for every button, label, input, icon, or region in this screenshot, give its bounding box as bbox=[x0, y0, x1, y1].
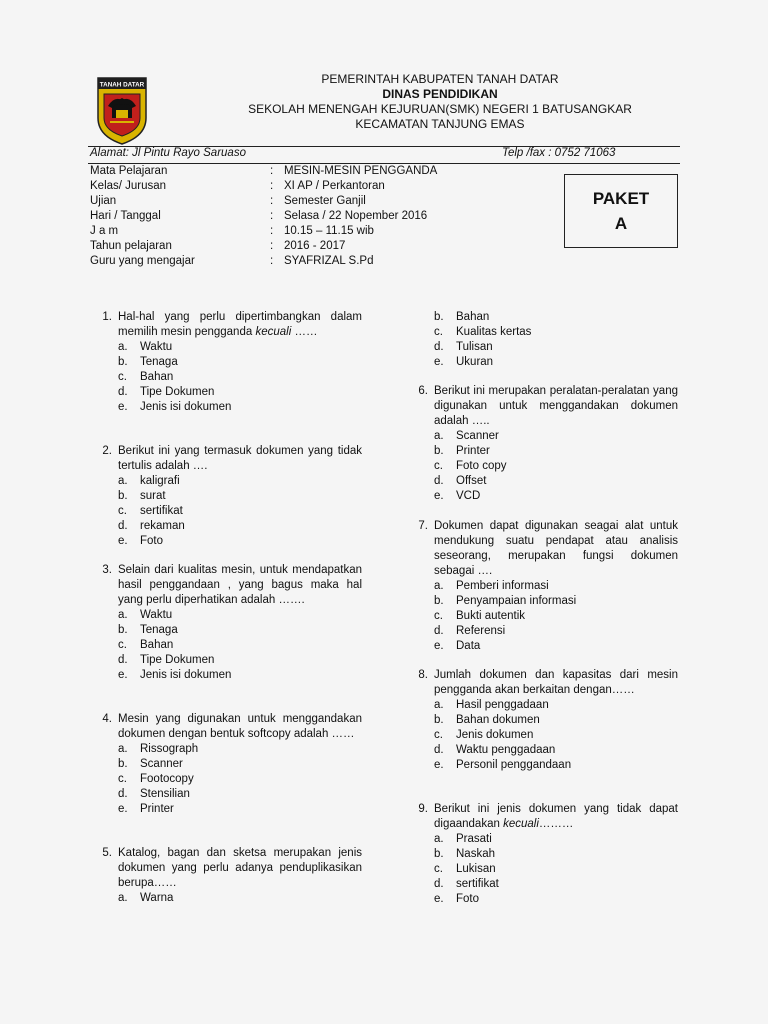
question-number: 5. bbox=[102, 847, 112, 859]
question-text-main: Dokumen dapat digunakan seagai alat untuk mendukung suatu pendapat atau analisis seseorang, merupakan fungsi dokumen sebagai …. bbox=[434, 520, 678, 577]
answer-option bbox=[410, 340, 678, 355]
question-stem bbox=[94, 846, 362, 891]
question-text-main: Jumlah dokumen dan kapasitas dari mesin pengganda akan berkaitan dengan…… bbox=[434, 669, 678, 696]
logo-text: TANAH DATAR bbox=[99, 81, 145, 89]
option-letter: b. bbox=[434, 848, 444, 860]
answer-option bbox=[410, 594, 678, 609]
option-letter: a. bbox=[118, 609, 128, 621]
info-value: Semester Ganjil bbox=[284, 195, 366, 207]
option-text: VCD bbox=[456, 490, 481, 502]
option-letter: b. bbox=[434, 445, 444, 457]
question-number: 6. bbox=[418, 385, 428, 397]
question-3 bbox=[94, 563, 362, 683]
option-text: Scanner bbox=[140, 758, 183, 770]
option-letter: e. bbox=[434, 356, 444, 368]
question-text bbox=[118, 846, 362, 891]
option-text: Bahan bbox=[140, 639, 174, 651]
option-letter: c. bbox=[434, 729, 443, 741]
option-letter: b. bbox=[118, 624, 128, 636]
info-row bbox=[90, 224, 437, 239]
question-number: 3. bbox=[102, 564, 112, 576]
question-6 bbox=[410, 384, 678, 504]
answer-option bbox=[94, 787, 362, 802]
option-text: Naskah bbox=[456, 848, 495, 860]
option-letter: d. bbox=[118, 788, 128, 800]
answer-option bbox=[94, 534, 362, 549]
question-text bbox=[434, 802, 678, 832]
option-letter: d. bbox=[434, 625, 444, 637]
question-stem bbox=[410, 519, 678, 579]
question-4 bbox=[94, 712, 362, 817]
answer-option bbox=[410, 713, 678, 728]
option-letter: c. bbox=[118, 773, 127, 785]
info-value: 10.15 – 11.15 wib bbox=[284, 225, 374, 237]
info-colon: : bbox=[270, 165, 274, 177]
option-text: Stensilian bbox=[140, 788, 190, 800]
option-text: Scanner bbox=[456, 430, 499, 442]
info-label: Hari / Tanggal bbox=[90, 210, 161, 222]
answer-option bbox=[94, 474, 362, 489]
option-text: Jenis dokumen bbox=[456, 729, 534, 741]
option-text: Prasati bbox=[456, 833, 492, 845]
question-text-tail: ……… bbox=[538, 818, 574, 830]
answer-option bbox=[410, 862, 678, 877]
option-text: Footocopy bbox=[140, 773, 194, 785]
option-letter: b. bbox=[118, 758, 128, 770]
answer-option bbox=[94, 385, 362, 400]
option-letter: e. bbox=[434, 759, 444, 771]
option-text: kaligrafi bbox=[140, 475, 180, 487]
option-letter: b. bbox=[434, 595, 444, 607]
option-text: Ukuran bbox=[456, 356, 494, 368]
info-value: SYAFRIZAL S.Pd bbox=[284, 255, 374, 267]
option-letter: c. bbox=[434, 326, 443, 338]
option-text: Bahan bbox=[140, 371, 174, 383]
option-text: Tenaga bbox=[140, 624, 178, 636]
question-text-main: Berikut ini jenis dokumen yang tidak dapat digaandakan bbox=[434, 803, 678, 830]
option-text: surat bbox=[140, 490, 166, 502]
answer-option bbox=[94, 653, 362, 668]
answer-option bbox=[94, 891, 362, 906]
option-text: Offset bbox=[456, 475, 487, 487]
option-letter: a. bbox=[118, 475, 128, 487]
question-text-main: Mesin yang digunakan untuk menggandakan dokumen dengan bentuk softcopy adalah …… bbox=[118, 713, 362, 740]
option-text: Waktu penggadaan bbox=[456, 744, 556, 756]
question-text-main: Selain dari kualitas mesin, untuk mendapatkan hasil penggandaan , yang bagus maka hal yang perlu diperhatikan adalah ……. bbox=[118, 564, 362, 606]
answer-option bbox=[410, 758, 678, 773]
question-5-continued bbox=[410, 310, 678, 370]
option-letter: c. bbox=[434, 460, 443, 472]
question-number: 4. bbox=[102, 713, 112, 725]
info-row bbox=[90, 254, 437, 269]
question-number: 8. bbox=[418, 669, 428, 681]
question-text bbox=[118, 563, 362, 608]
option-letter: b. bbox=[118, 356, 128, 368]
info-label: Ujian bbox=[90, 195, 117, 207]
answer-option bbox=[410, 698, 678, 713]
answer-option bbox=[94, 504, 362, 519]
answer-option bbox=[94, 400, 362, 415]
option-text: Waktu bbox=[140, 341, 173, 353]
option-text: Printer bbox=[140, 803, 174, 815]
question-2 bbox=[94, 444, 362, 549]
option-letter: c. bbox=[434, 610, 443, 622]
answer-option bbox=[410, 609, 678, 624]
option-text: Tenaga bbox=[140, 356, 178, 368]
option-text: Foto bbox=[140, 535, 164, 547]
info-label: J a m bbox=[90, 225, 119, 237]
option-text: sertifikat bbox=[140, 505, 183, 517]
question-stem bbox=[94, 310, 362, 340]
option-text: sertifikat bbox=[456, 878, 499, 890]
option-letter: d. bbox=[434, 744, 444, 756]
question-stem bbox=[410, 384, 678, 429]
answer-option bbox=[410, 310, 678, 325]
question-text bbox=[118, 310, 362, 340]
question-number: 9. bbox=[418, 803, 428, 815]
info-row bbox=[90, 194, 437, 209]
info-colon: : bbox=[270, 240, 274, 252]
answer-option bbox=[410, 325, 678, 340]
answer-option bbox=[410, 832, 678, 847]
letterhead-department: DINAS PENDIDIKAN bbox=[382, 87, 498, 101]
option-letter: d. bbox=[118, 654, 128, 666]
answer-option bbox=[94, 608, 362, 623]
option-text: Lukisan bbox=[456, 863, 496, 875]
option-letter: e. bbox=[118, 535, 128, 547]
option-text: Data bbox=[456, 640, 481, 652]
option-letter: e. bbox=[434, 490, 444, 502]
option-text: Printer bbox=[456, 445, 490, 457]
school-address: Alamat: Jl Pintu Rayo Saruaso bbox=[90, 147, 246, 159]
answer-option bbox=[94, 668, 362, 683]
question-text-main: Berikut ini merupakan peralatan-peralatan yang digunakan untuk menggandakan dokumen adalah ….. bbox=[434, 385, 678, 427]
letterhead-district: KECAMATAN TANJUNG EMAS bbox=[355, 117, 525, 131]
question-text-main: Berikut ini yang termasuk dokumen yang tidak tertulis adalah …. bbox=[118, 445, 362, 472]
option-letter: a. bbox=[434, 699, 444, 711]
answer-option bbox=[410, 624, 678, 639]
answer-option bbox=[410, 743, 678, 758]
question-stem bbox=[94, 444, 362, 474]
question-9 bbox=[410, 802, 678, 907]
school-phone: Telp /fax : 0752 71063 bbox=[502, 147, 616, 159]
option-text: Jenis isi dokumen bbox=[140, 401, 232, 413]
answer-option bbox=[94, 489, 362, 504]
paket-box bbox=[564, 174, 678, 248]
question-number: 2. bbox=[102, 445, 112, 457]
question-text-main: Hal-hal yang perlu dipertimbangkan dalam memilih mesin pengganda bbox=[118, 311, 362, 338]
option-text: Referensi bbox=[456, 625, 506, 637]
option-text: Penyampaian informasi bbox=[456, 595, 577, 607]
answer-option bbox=[94, 772, 362, 787]
info-colon: : bbox=[270, 225, 274, 237]
option-letter: a. bbox=[118, 341, 128, 353]
option-text: Tipe Dokumen bbox=[140, 654, 215, 666]
answer-option bbox=[410, 892, 678, 907]
option-letter: e. bbox=[118, 669, 128, 681]
option-letter: a. bbox=[434, 430, 444, 442]
info-value: 2016 - 2017 bbox=[284, 240, 346, 252]
question-7 bbox=[410, 519, 678, 654]
question-text bbox=[434, 668, 678, 698]
option-letter: e. bbox=[118, 401, 128, 413]
answer-option bbox=[94, 757, 362, 772]
question-8 bbox=[410, 668, 678, 773]
option-letter: a. bbox=[434, 833, 444, 845]
question-emphasis: kecuali bbox=[503, 818, 539, 830]
option-letter: a. bbox=[118, 892, 128, 904]
option-text: Bahan dokumen bbox=[456, 714, 540, 726]
option-letter: d. bbox=[434, 878, 444, 890]
info-value: Selasa / 22 Nopember 2016 bbox=[284, 210, 428, 222]
info-value: MESIN-MESIN PENGGANDA bbox=[284, 165, 438, 177]
option-text: rekaman bbox=[140, 520, 185, 532]
option-letter: d. bbox=[118, 386, 128, 398]
answer-option bbox=[410, 489, 678, 504]
option-letter: c. bbox=[118, 371, 127, 383]
info-label: Kelas/ Jurusan bbox=[90, 180, 167, 192]
answer-option bbox=[410, 579, 678, 594]
question-text bbox=[434, 384, 678, 429]
info-label: Mata Pelajaran bbox=[90, 165, 168, 177]
info-label: Guru yang mengajar bbox=[90, 255, 195, 267]
info-row bbox=[90, 239, 437, 254]
option-text: Tipe Dokumen bbox=[140, 386, 215, 398]
info-colon: : bbox=[270, 180, 274, 192]
answer-option bbox=[94, 355, 362, 370]
answer-option bbox=[94, 623, 362, 638]
option-letter: c. bbox=[118, 639, 127, 651]
option-letter: d. bbox=[118, 520, 128, 532]
question-stem bbox=[94, 712, 362, 742]
option-letter: b. bbox=[118, 490, 128, 502]
question-text-tail: …… bbox=[291, 326, 318, 338]
option-text: Pemberi informasi bbox=[456, 580, 549, 592]
option-letter: d. bbox=[434, 475, 444, 487]
answer-option bbox=[94, 638, 362, 653]
answer-option bbox=[94, 519, 362, 534]
answer-option bbox=[410, 459, 678, 474]
question-emphasis: kecuali bbox=[255, 326, 292, 338]
question-number: 7. bbox=[418, 520, 428, 532]
letterhead-school: SEKOLAH MENENGAH KEJURUAN(SMK) NEGERI 1 BATUSANGKAR bbox=[248, 102, 632, 116]
option-text: Waktu bbox=[140, 609, 173, 621]
paket-label: PAKET bbox=[592, 189, 650, 208]
answer-option bbox=[410, 355, 678, 370]
info-row bbox=[90, 209, 437, 224]
answer-option bbox=[410, 474, 678, 489]
question-1 bbox=[94, 310, 362, 415]
question-stem bbox=[410, 668, 678, 698]
option-text: Bukti autentik bbox=[456, 610, 526, 622]
letterhead bbox=[160, 72, 720, 132]
option-letter: b. bbox=[434, 311, 444, 323]
option-letter: a. bbox=[434, 580, 444, 592]
option-text: Foto copy bbox=[456, 460, 507, 472]
option-text: Tulisan bbox=[456, 341, 493, 353]
answer-option bbox=[410, 444, 678, 459]
answer-option bbox=[410, 429, 678, 444]
answer-option bbox=[410, 639, 678, 654]
question-5 bbox=[94, 846, 362, 906]
question-text-main: Katalog, bagan dan sketsa merupakan jenis dokumen yang perlu adanya penduplikasikan berupa…… bbox=[118, 847, 362, 889]
question-text bbox=[118, 444, 362, 474]
info-row bbox=[90, 179, 437, 194]
exam-info bbox=[90, 164, 437, 269]
question-number: 1. bbox=[102, 311, 112, 323]
info-colon: : bbox=[270, 210, 274, 222]
option-letter: e. bbox=[434, 893, 444, 905]
info-colon: : bbox=[270, 255, 274, 267]
answer-option bbox=[94, 370, 362, 385]
answer-option bbox=[94, 742, 362, 757]
info-value: XI AP / Perkantoran bbox=[284, 180, 385, 192]
question-stem bbox=[94, 563, 362, 608]
answer-option bbox=[410, 847, 678, 862]
answer-option bbox=[94, 802, 362, 817]
option-letter: e. bbox=[118, 803, 128, 815]
option-text: Warna bbox=[140, 892, 174, 904]
option-letter: c. bbox=[118, 505, 127, 517]
tanah-datar-logo bbox=[94, 74, 150, 146]
option-letter: d. bbox=[434, 341, 444, 353]
option-text: Personil penggandaan bbox=[456, 759, 572, 771]
option-letter: c. bbox=[434, 863, 443, 875]
answer-option bbox=[410, 728, 678, 743]
option-letter: b. bbox=[434, 714, 444, 726]
paket-letter: A bbox=[614, 214, 628, 233]
question-text bbox=[118, 712, 362, 742]
option-text: Rissograph bbox=[140, 743, 199, 755]
info-colon: : bbox=[270, 195, 274, 207]
answer-option bbox=[410, 877, 678, 892]
option-letter: a. bbox=[118, 743, 128, 755]
option-text: Bahan bbox=[456, 311, 490, 323]
info-label: Tahun pelajaran bbox=[90, 240, 172, 252]
option-text: Jenis isi dokumen bbox=[140, 669, 232, 681]
answer-option bbox=[94, 340, 362, 355]
option-text: Foto bbox=[456, 893, 480, 905]
question-text bbox=[434, 519, 678, 579]
question-stem bbox=[410, 802, 678, 832]
option-text: Kualitas kertas bbox=[456, 326, 532, 338]
option-text: Hasil penggadaan bbox=[456, 699, 549, 711]
option-letter: e. bbox=[434, 640, 444, 652]
letterhead-government: PEMERINTAH KABUPATEN TANAH DATAR bbox=[321, 72, 559, 86]
info-row bbox=[90, 164, 437, 179]
